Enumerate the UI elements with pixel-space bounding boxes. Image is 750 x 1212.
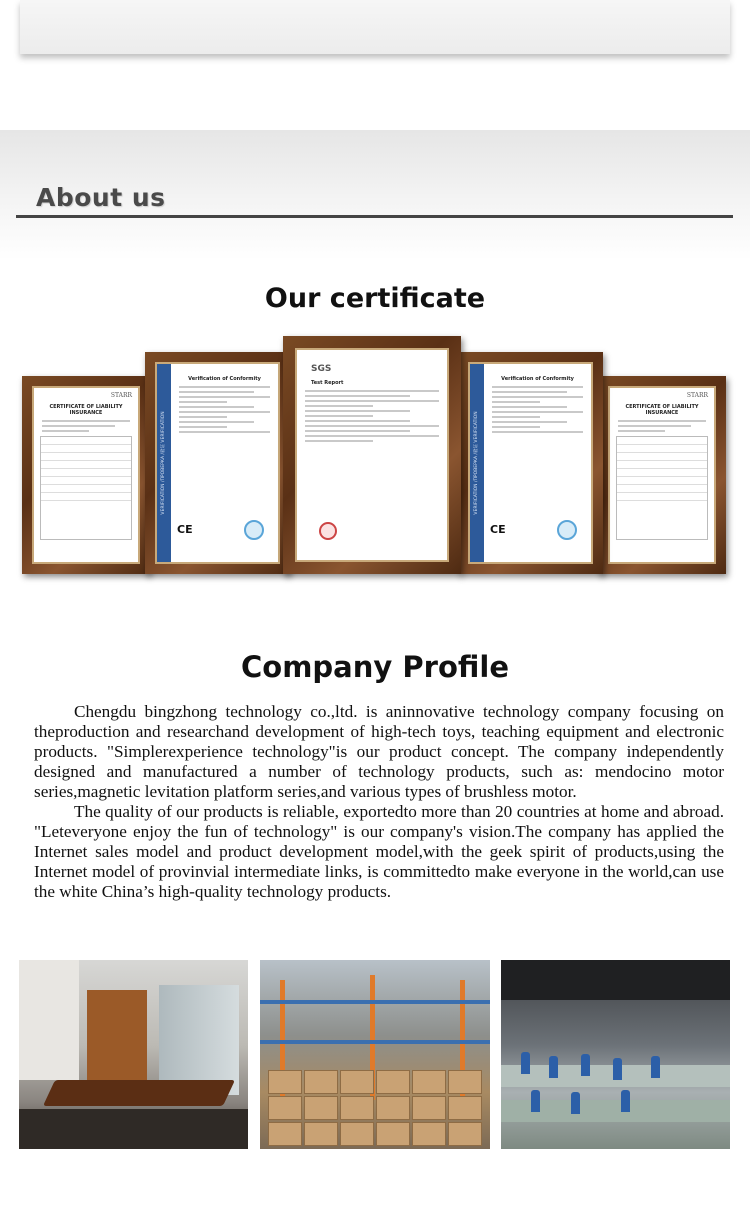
ce-mark: CE — [177, 523, 193, 536]
certificate-frame-2 — [145, 352, 290, 574]
certificate-frame-4 — [458, 352, 603, 574]
about-title: About us — [36, 183, 166, 212]
sgs-logo: SGS — [311, 364, 332, 374]
certificate-frame-3 — [283, 336, 461, 574]
certificate-document-1 — [32, 386, 140, 564]
company-profile-heading: Company Profile — [241, 650, 509, 684]
warehouse-photo — [260, 960, 490, 1149]
certificate-frame-1 — [22, 376, 150, 574]
certificate-frame-5 — [598, 376, 726, 574]
certificate-logo: STARR — [686, 392, 708, 399]
certificate-title: Verification of Conformity — [501, 376, 574, 382]
profile-paragraph-1: Chengdu bingzhong technology co.,ltd. is aninnovative technology company focusing on theproduction and researchand development of high-tech toys, teaching equipment and electronic products. "Simplerexperience technology"is our product concept. The company independently designed and manufactured a number of technology products, such as: mendocino motor series,magnetic levitation platform series,and various types of brushless motor. — [34, 702, 724, 801]
top-card — [20, 0, 730, 54]
certificate-heading: Our certificate — [264, 283, 486, 314]
verification-band: VERIFICATION /ПРОВЕРКА /验证 VERIFICATION — [157, 364, 171, 562]
stamp-icon — [244, 520, 264, 540]
about-divider — [16, 215, 733, 218]
certificate-title: CERTIFICATE OF LIABILITY INSURANCE — [625, 404, 699, 416]
verification-band: VERIFICATION /ПРОВЕРКА /验证 VERIFICATION — [470, 364, 484, 562]
certificate-document-5 — [608, 386, 716, 564]
factory-floor-photo — [501, 960, 730, 1149]
stamp-icon — [319, 522, 337, 540]
certificate-document-4 — [468, 362, 593, 564]
stamp-icon — [557, 520, 577, 540]
certificate-document-3 — [295, 348, 449, 562]
certificate-title: Verification of Conformity — [188, 376, 261, 382]
company-profile-text — [34, 702, 724, 902]
meeting-room-photo — [19, 960, 248, 1149]
ce-mark: CE — [490, 523, 506, 536]
certificate-title: CERTIFICATE OF LIABILITY INSURANCE — [49, 404, 123, 416]
certificate-document-2 — [155, 362, 280, 564]
certificate-title: Test Report — [311, 380, 344, 386]
profile-paragraph-2: The quality of our products is reliable, exportedto more than 20 countries at home and abroad. "Leteveryone enjoy the fun of technology" is our company's vision.The company has applied the Internet sales model and product development model,with the geek spirit of products,using the Internet model of provinvial intermediate links, is committedto make everyone in the world,can use the white China’s high-quality technology products. — [34, 802, 724, 901]
certificate-logo: STARR — [110, 392, 132, 399]
